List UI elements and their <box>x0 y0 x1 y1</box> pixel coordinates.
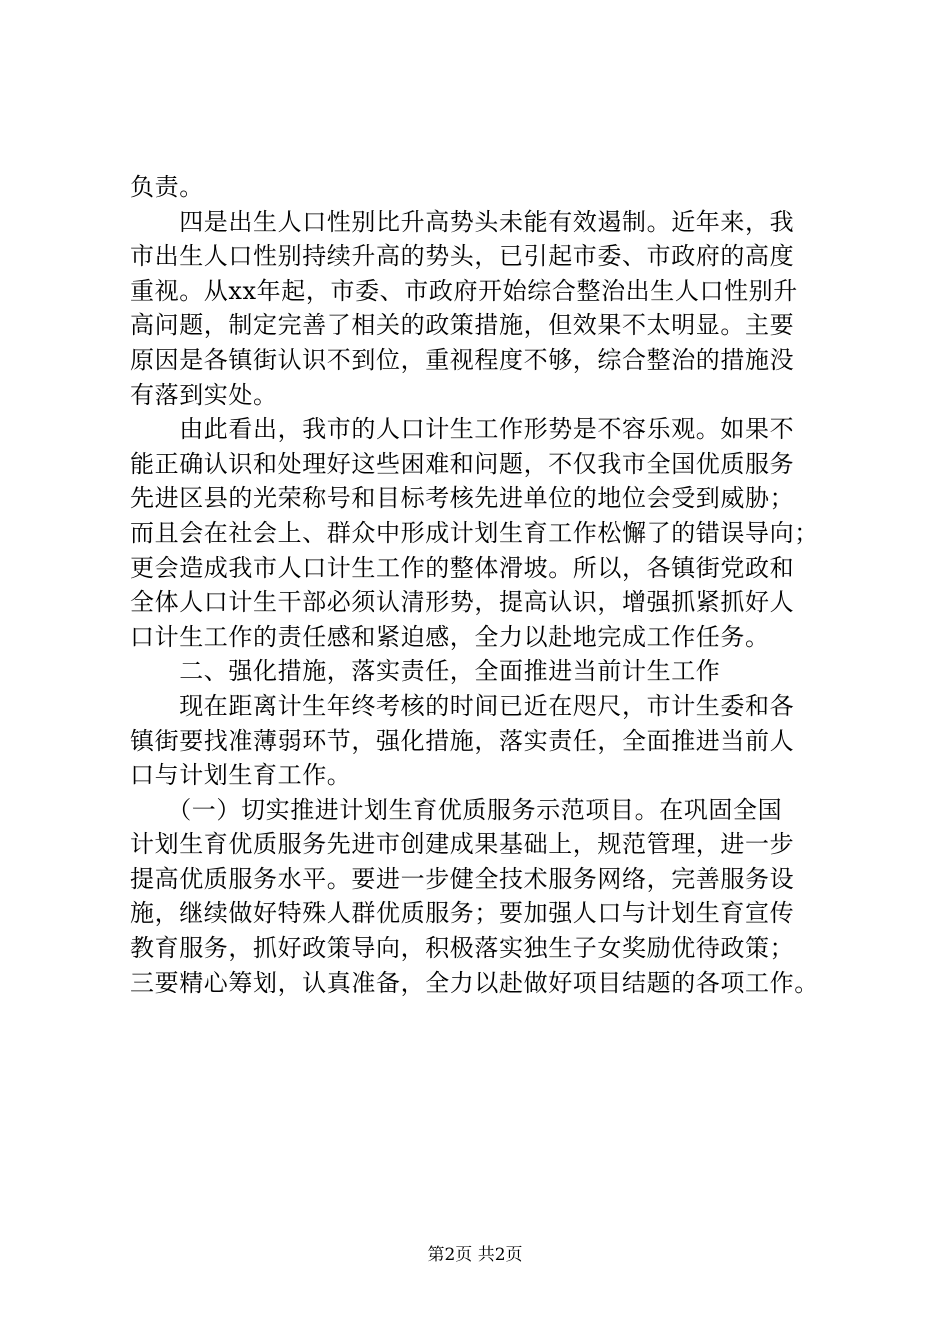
page-number-footer: 第2页 共2页 <box>427 1245 523 1265</box>
paragraph-year-end-review <box>130 689 830 793</box>
text-line: 能正确认识和处理好这些困难和问题，不仅我市全国优质服务 <box>130 449 795 478</box>
text-line: 负责。 <box>130 173 204 201</box>
text-line: 由此看出，我市的人口计生工作形势是不容乐观。如果不 <box>130 415 795 444</box>
text-line: （一）切实推进计划生育优质服务示范项目。在巩固全国 <box>130 795 783 824</box>
paragraph-closing-fragment <box>130 170 830 205</box>
paragraph-quality-service-project <box>130 793 830 1001</box>
text-line: 而且会在社会上、群众中形成计划生育工作松懈了的错误导向； <box>130 518 819 547</box>
text-line: 市出生人口性别持续升高的势头，已引起市委、市政府的高度 <box>130 242 795 271</box>
text-line: 先进区县的光荣称号和目标考核先进单位的地位会受到威胁； <box>130 484 795 513</box>
text-line: 重视。从xx年起，市委、市政府开始综合整治出生人口性别升 <box>130 276 798 305</box>
text-line: 高问题，制定完善了相关的政策措施，但效果不太明显。主要 <box>130 311 795 340</box>
text-line: 全体人口计生干部必须认清形势，提高认识，增强抓紧抓好人 <box>130 588 795 617</box>
heading-line: 二、强化措施，落实责任，全面推进当前计生工作 <box>130 657 721 686</box>
paragraph-situation-summary <box>130 412 830 654</box>
text-line: 口与计划生育工作。 <box>130 761 352 790</box>
text-line: 现在距离计生年终考核的时间已近在咫尺，市计生委和各 <box>130 691 795 720</box>
text-line: 更会造成我市人口计生工作的整体滑坡。所以，各镇街党政和 <box>130 553 795 582</box>
document-body <box>130 170 830 1000</box>
text-line: 三要精心筹划，认真准备，全力以赴做好项目结题的各项工作。 <box>130 968 819 997</box>
text-line: 四是出生人口性别比升高势头未能有效遏制。近年来，我 <box>130 207 795 236</box>
text-line: 教育服务，抓好政策导向，积极落实独生子女奖励优待政策； <box>130 934 795 963</box>
text-line: 有落到实处。 <box>130 380 278 409</box>
text-line: 口计生工作的责任感和紧迫感，全力以赴地完成工作任务。 <box>130 622 770 651</box>
text-line: 计划生育优质服务先进市创建成果基础上，规范管理，进一步 <box>130 830 795 859</box>
text-line: 施，继续做好特殊人群优质服务；要加强人口与计划生育宣传 <box>130 899 795 928</box>
section-heading <box>130 654 830 689</box>
text-line: 提高优质服务水平。要进一步健全技术服务网络，完善服务设 <box>130 864 795 893</box>
text-line: 镇街要找准薄弱环节，强化措施，落实责任，全面推进当前人 <box>130 726 795 755</box>
text-line: 原因是各镇街认识不到位，重视程度不够，综合整治的措施没 <box>130 345 795 374</box>
paragraph-sex-ratio <box>130 205 830 413</box>
